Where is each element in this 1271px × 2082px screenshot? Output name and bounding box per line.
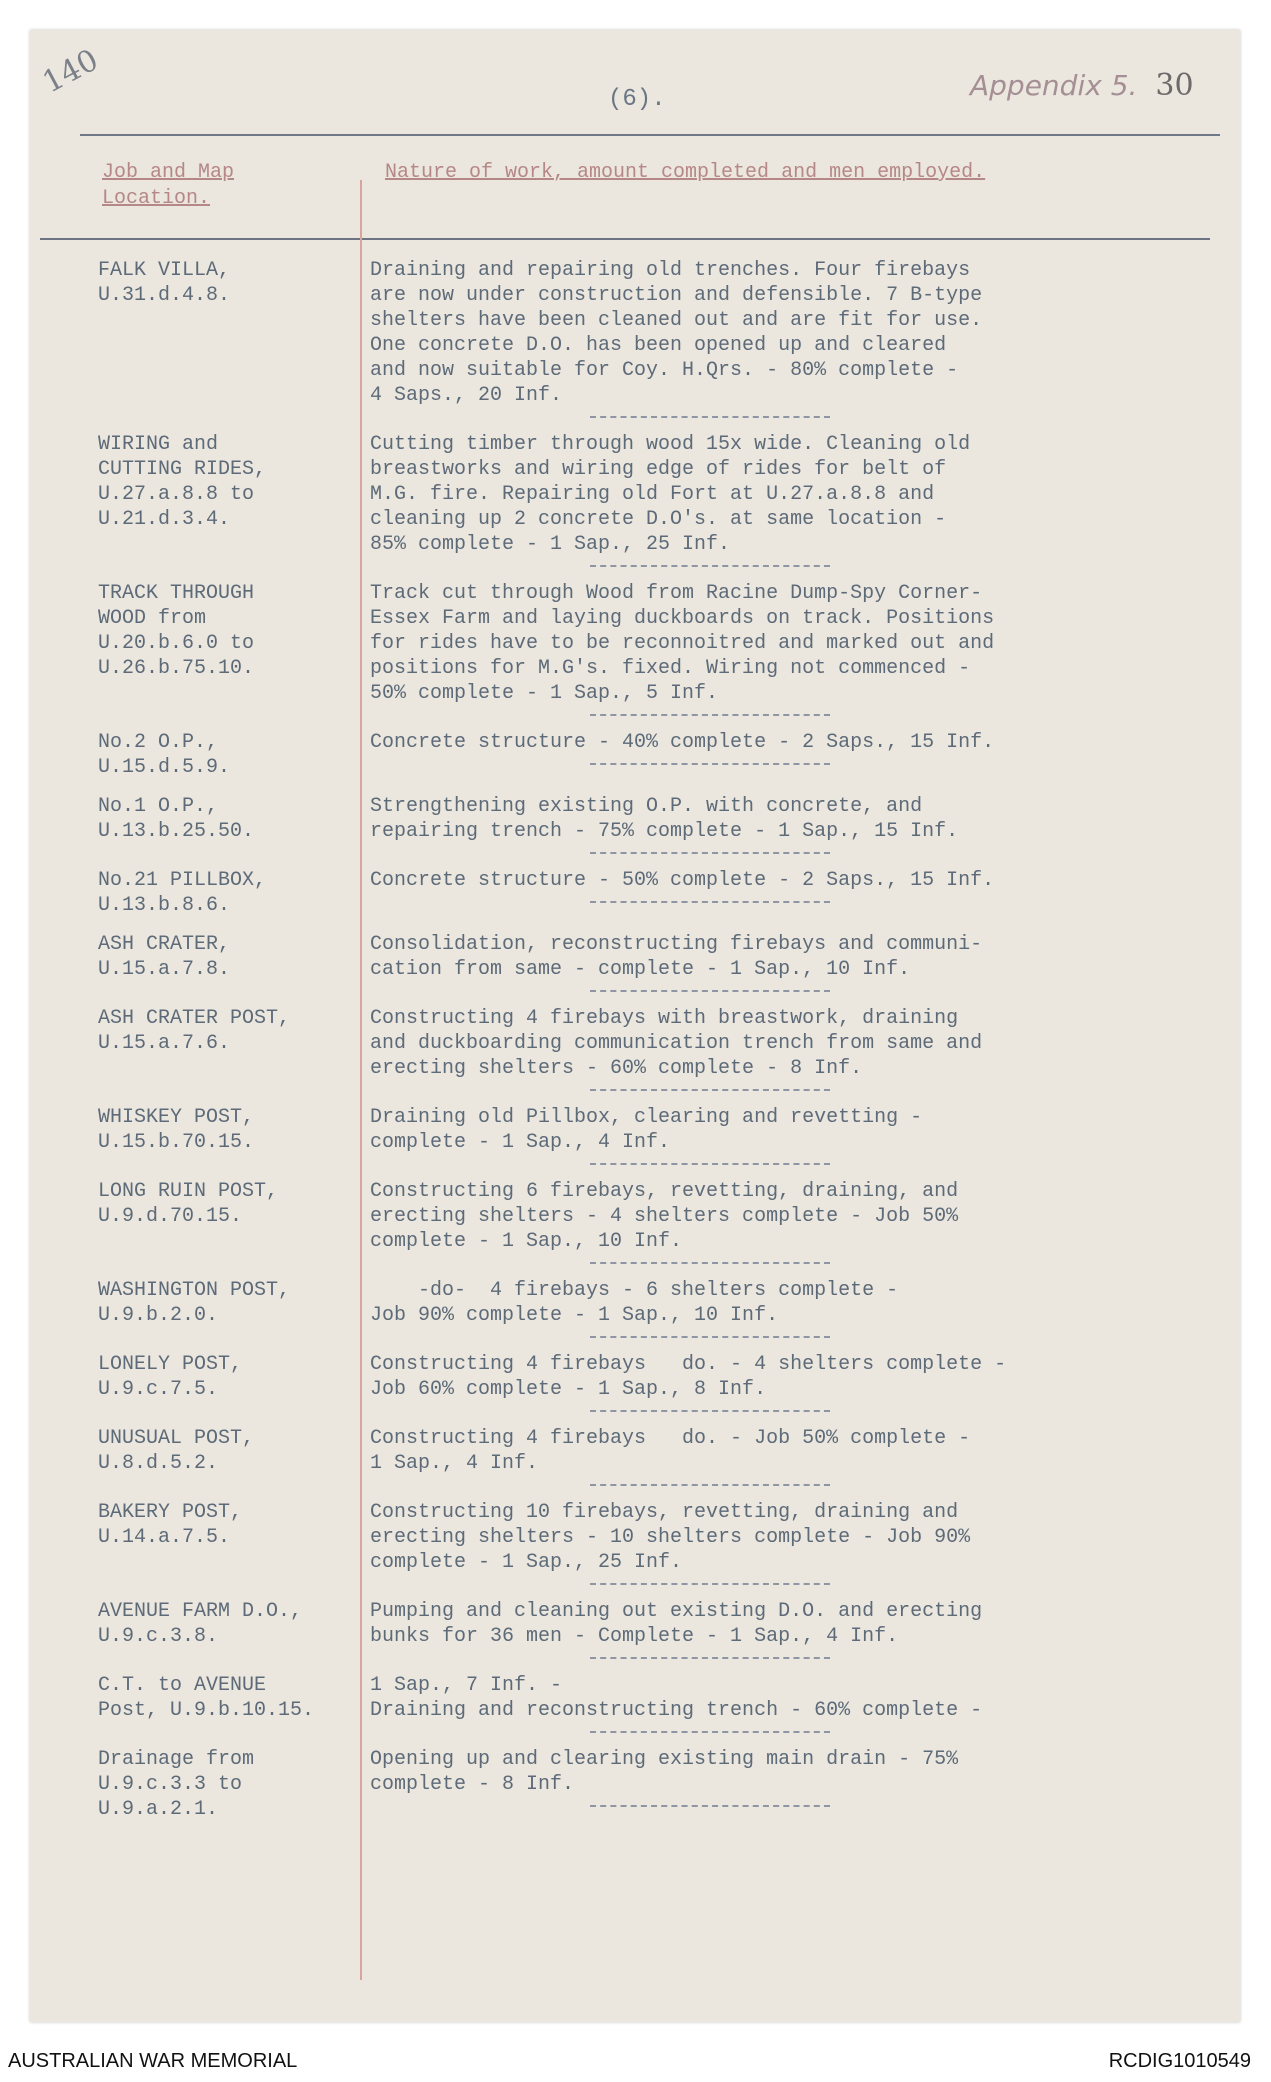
- row-separator: [590, 1583, 830, 1585]
- row-separator: [590, 1731, 830, 1733]
- job-location: AVENUE FARM D.O., U.9.c.3.8.: [98, 1600, 303, 1648]
- row-separator: [590, 1805, 830, 1807]
- job-location: WHISKEY POST, U.15.b.70.15.: [98, 1106, 255, 1154]
- row-separator: [590, 901, 830, 903]
- archive-credit: AUSTRALIAN WAR MEMORIAL: [8, 2050, 298, 2072]
- row-separator: [590, 1163, 830, 1165]
- work-description: Constructing 4 firebays with breastwork, draining and duckboarding communication trench from same and erecting shelters - 60% complete - 8 Inf.: [350, 1006, 1190, 1091]
- table-row: [30, 581, 1240, 716]
- table-row: [30, 1747, 1240, 1822]
- row-separator: [590, 1089, 830, 1091]
- work-description: Constructing 4 firebays do. - 4 shelters complete - Job 60% complete - 1 Sap., 8 Inf.: [350, 1352, 1190, 1412]
- table-row: [30, 258, 1240, 418]
- work-description: Concrete structure - 50% complete - 2 Saps., 15 Inf.: [350, 868, 1190, 918]
- table-row: [30, 432, 1240, 567]
- appendix-annotation: [970, 68, 1194, 103]
- row-separator: [590, 1410, 830, 1412]
- work-description: Strengthening existing O.P. with concrete, and repairing trench - 75% complete - 1 Sap., 15 Inf.: [350, 794, 1190, 854]
- work-description: Pumping and cleaning out existing D.O. and erecting bunks for 36 men - Complete - 1 Sap., 4 Inf.: [350, 1599, 1190, 1659]
- job-location: Drainage from U.9.c.3.3 to U.9.a.2.1.: [98, 1748, 255, 1821]
- table-row: [30, 1673, 1240, 1733]
- row-separator: [590, 416, 830, 418]
- table-row: [30, 1352, 1240, 1412]
- work-description: Constructing 4 firebays do. - Job 50% complete - 1 Sap., 4 Inf.: [350, 1426, 1190, 1486]
- row-separator: [590, 852, 830, 854]
- work-description: Draining and repairing old trenches. Four firebays are now under construction and defensible. 7 B-type shelters have been cleaned out and are fit for use. One concrete D.O. has been opened up and cleared and now suitable for Coy. H.Qrs. - 80% complete - 4 Saps., 20 Inf.: [350, 258, 1190, 418]
- work-description: Constructing 6 firebays, revetting, draining, and erecting shelters - 4 shelters complete - Job 50% complete - 1 Sap., 10 Inf.: [350, 1179, 1190, 1264]
- top-rule: [80, 134, 1220, 136]
- work-description: Concrete structure - 40% complete - 2 Saps., 15 Inf.: [350, 730, 1190, 780]
- work-table: [30, 258, 1240, 1836]
- work-description: Cutting timber through wood 15x wide. Cleaning old breastworks and wiring edge of rides for belt of M.G. fire. Repairing old Fort at U.27.a.8.8 and cleaning up 2 concrete D.O's. at same location - 85% complete - 1 Sap., 25 Inf.: [350, 432, 1190, 567]
- row-separator: [590, 990, 830, 992]
- header-rule: [40, 238, 1210, 240]
- row-separator: [590, 714, 830, 716]
- table-row: [30, 1179, 1240, 1264]
- column-header-location: Job and Map Location.: [102, 161, 235, 210]
- document-sheet: [30, 30, 1240, 2022]
- appendix-label: Appendix 5.: [970, 69, 1138, 102]
- work-description: Constructing 10 firebays, revetting, draining and erecting shelters - 10 shelters complete - Job 90% complete - 1 Sap., 25 Inf.: [350, 1500, 1190, 1585]
- job-location: FALK VILLA, U.31.d.4.8.: [98, 259, 231, 307]
- column-header-work: Nature of work, amount completed and men employed.: [385, 161, 986, 184]
- archive-reference: RCDIG1010549: [1108, 2050, 1251, 2072]
- job-location: BAKERY POST, U.14.a.7.5.: [98, 1501, 243, 1549]
- job-location: WIRING and CUTTING RIDES, U.27.a.8.8 to U.21.d.3.4.: [98, 433, 267, 531]
- job-location: UNUSUAL POST, U.8.d.5.2.: [98, 1427, 255, 1475]
- row-separator: [590, 763, 830, 765]
- job-location: LONELY POST, U.9.c.7.5.: [98, 1353, 243, 1401]
- table-row: [30, 1599, 1240, 1659]
- page-number: (6).: [608, 86, 666, 113]
- table-row: [30, 794, 1240, 854]
- table-row: [30, 1105, 1240, 1165]
- handwritten-folio-number: 140: [37, 42, 105, 101]
- work-description: Track cut through Wood from Racine Dump-Spy Corner- Essex Farm and laying duckboards on track. Positions for rides have to be reconnoitred and marked out and positions for M.G's. fixed. Wiring not commenced - 50% complete - 1 Sap., 5 Inf.: [350, 581, 1190, 716]
- table-row: [30, 1426, 1240, 1486]
- work-description: Opening up and clearing existing main drain - 75% complete - 8 Inf.: [350, 1747, 1190, 1822]
- job-location: No.1 O.P., U.13.b.25.50.: [98, 795, 255, 843]
- work-description: -do- 4 firebays - 6 shelters complete - Job 90% complete - 1 Sap., 10 Inf.: [350, 1278, 1190, 1338]
- table-row: [30, 1006, 1240, 1091]
- job-location: LONG RUIN POST, U.9.d.70.15.: [98, 1180, 279, 1228]
- work-description: Consolidation, reconstructing firebays and communi- cation from same - complete - 1 Sap., 10 Inf.: [350, 932, 1190, 992]
- sheet-number: 30: [1155, 68, 1194, 103]
- row-separator: [590, 565, 830, 567]
- job-location: ASH CRATER POST, U.15.a.7.6.: [98, 1007, 291, 1055]
- table-row: [30, 932, 1240, 992]
- row-separator: [590, 1262, 830, 1264]
- table-row: [30, 868, 1240, 918]
- row-separator: [590, 1484, 830, 1486]
- job-location: No.21 PILLBOX, U.13.b.8.6.: [98, 869, 267, 917]
- job-location: No.2 O.P., U.15.d.5.9.: [98, 731, 231, 779]
- row-separator: [590, 1657, 830, 1659]
- job-location: WASHINGTON POST, U.9.b.2.0.: [98, 1279, 291, 1327]
- job-location: C.T. to AVENUE Post, U.9.b.10.15.: [98, 1674, 315, 1722]
- job-location: TRACK THROUGH WOOD from U.20.b.6.0 to U.26.b.75.10.: [98, 582, 255, 680]
- work-description: 1 Sap., 7 Inf. - Draining and reconstructing trench - 60% complete -: [350, 1673, 1190, 1733]
- table-row: [30, 1278, 1240, 1338]
- row-separator: [590, 1336, 830, 1338]
- table-row: [30, 1500, 1240, 1585]
- table-row: [30, 730, 1240, 780]
- work-description: Draining old Pillbox, clearing and revetting - complete - 1 Sap., 4 Inf.: [350, 1105, 1190, 1165]
- job-location: ASH CRATER, U.15.a.7.8.: [98, 933, 231, 981]
